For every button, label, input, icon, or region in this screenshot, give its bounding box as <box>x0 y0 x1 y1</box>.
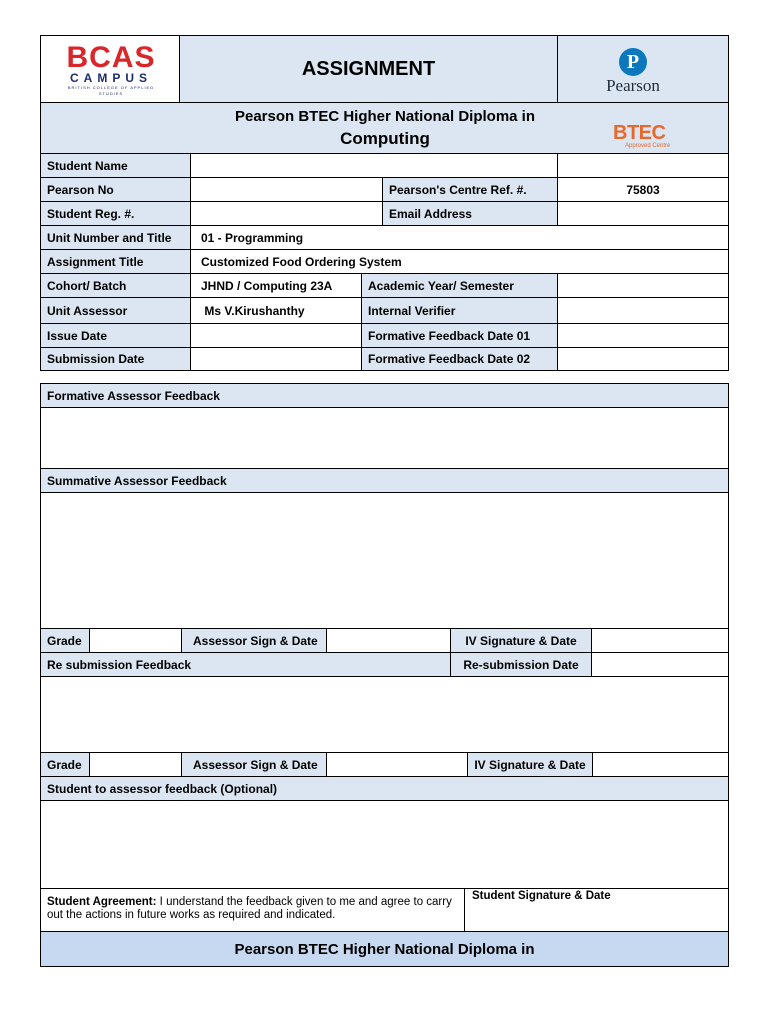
pearson-p-icon: P <box>619 48 647 76</box>
submission-date-field[interactable] <box>190 347 362 371</box>
iv-signature-field-1[interactable] <box>591 628 729 653</box>
bcas-logo-sub: CAMPUS <box>69 71 152 85</box>
formative-feedback-box[interactable] <box>40 407 729 469</box>
summative-feedback-label: Summative Assessor Feedback <box>40 468 729 493</box>
btec-logo-text: BTEC <box>613 122 666 144</box>
submission-date-label: Submission Date <box>40 347 191 371</box>
internal-verifier-field[interactable] <box>557 297 729 324</box>
cohort-label: Cohort/ Batch <box>40 273 191 298</box>
student-name-extra-field[interactable] <box>557 153 729 178</box>
diploma-line-1: Pearson BTEC Higher National Diploma in <box>234 108 536 125</box>
student-name-label: Student Name <box>40 153 191 178</box>
unit-assessor-value: Ms V.Kirushanthy <box>190 297 362 324</box>
formative-feedback-label: Formative Assessor Feedback <box>40 383 729 408</box>
centre-ref-label: Pearson's Centre Ref. #. <box>382 177 558 202</box>
diploma-banner <box>40 102 729 154</box>
grade-field-2[interactable] <box>89 752 182 777</box>
bcas-logo <box>63 41 159 97</box>
email-label: Email Address <box>382 201 558 226</box>
pearson-logo-text: Pearson <box>606 76 660 95</box>
summative-feedback-box[interactable] <box>40 492 729 629</box>
grade-label-1: Grade <box>40 628 90 653</box>
btec-logo <box>613 123 685 150</box>
resubmission-feedback-label: Re submission Feedback <box>40 652 451 677</box>
student-agreement-text: I understand the feedback given to me and agree to carry out the actions in future works as required and indicated. <box>47 896 456 921</box>
student-signature-label: Student Signature & Date <box>472 890 611 902</box>
student-name-field[interactable] <box>190 153 558 178</box>
student-agreement-bold: Student Agreement: <box>47 896 157 908</box>
issue-date-label: Issue Date <box>40 323 191 348</box>
student-agreement-cell <box>40 888 465 932</box>
formative-date1-label: Formative Feedback Date 01 <box>361 323 558 348</box>
academic-year-field[interactable] <box>557 273 729 298</box>
resubmission-feedback-box[interactable] <box>40 676 729 753</box>
issue-date-field[interactable] <box>190 323 362 348</box>
assessor-sign-field-2[interactable] <box>326 752 468 777</box>
resubmission-date-label: Re-submission Date <box>450 652 592 677</box>
grade-label-2: Grade <box>40 752 90 777</box>
btec-logo-sub: Approved Centre <box>625 143 671 149</box>
student-feedback-label: Student to assessor feedback (Optional) <box>40 776 729 801</box>
page-title: ASSIGNMENT <box>301 57 436 80</box>
diploma-line-2: Computing <box>340 129 430 148</box>
formative-date2-field[interactable] <box>557 347 729 371</box>
grade-field-1[interactable] <box>89 628 182 653</box>
cohort-value: JHND / Computing 23A <box>190 273 362 298</box>
assessor-sign-label-2: Assessor Sign & Date <box>181 752 327 777</box>
bcas-logo-tagline: BRITISH COLLEGE OF APPLIED STUDIES <box>67 85 155 96</box>
iv-signature-label-1: IV Signature & Date <box>450 628 592 653</box>
internal-verifier-label: Internal Verifier <box>361 297 558 324</box>
student-reg-field[interactable] <box>190 201 383 226</box>
pearson-no-field[interactable] <box>190 177 383 202</box>
bcas-logo-cell <box>40 35 180 103</box>
assignment-title-value: Customized Food Ordering System <box>190 249 729 274</box>
iv-signature-label-2: IV Signature & Date <box>467 752 593 777</box>
unit-label: Unit Number and Title <box>40 225 191 250</box>
student-feedback-box[interactable] <box>40 800 729 889</box>
assessor-sign-label-1: Assessor Sign & Date <box>181 628 327 653</box>
student-reg-label: Student Reg. #. <box>40 201 191 226</box>
footer-diploma-banner <box>40 931 729 967</box>
pearson-logo-cell <box>557 35 729 103</box>
assignment-title-cell <box>179 35 558 103</box>
assignment-title-label: Assignment Title <box>40 249 191 274</box>
formative-date1-field[interactable] <box>557 323 729 348</box>
assessor-sign-field-1[interactable] <box>326 628 451 653</box>
academic-year-label: Academic Year/ Semester <box>361 273 558 298</box>
unit-assessor-label: Unit Assessor <box>40 297 191 324</box>
pearson-no-label: Pearson No <box>40 177 191 202</box>
formative-date2-label: Formative Feedback Date 02 <box>361 347 558 371</box>
unit-value: 01 - Programming <box>190 225 729 250</box>
footer-diploma-title: Pearson BTEC Higher National Diploma in <box>234 940 535 958</box>
iv-signature-field-2[interactable] <box>592 752 729 777</box>
bcas-logo-main: BCAS <box>66 41 156 74</box>
student-signature-cell[interactable] <box>464 888 729 932</box>
email-field[interactable] <box>557 201 729 226</box>
resubmission-date-field[interactable] <box>591 652 729 677</box>
centre-ref-value: 75803 <box>557 177 729 202</box>
